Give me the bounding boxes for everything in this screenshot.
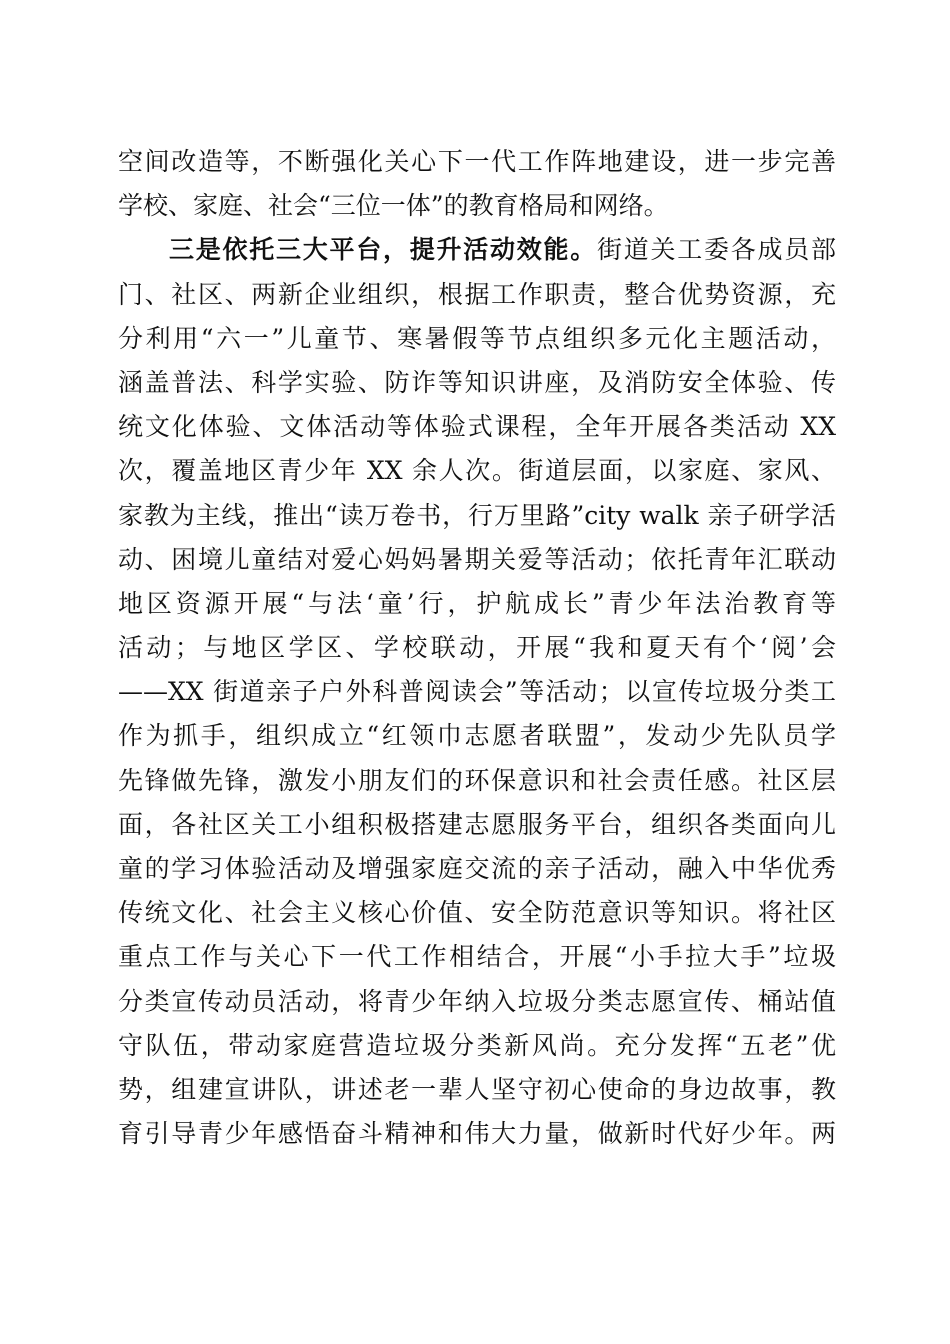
text-line: 活动；与地区学区、学校联动，开展“我和夏天有个‘阅’会 (118, 633, 836, 663)
text-line: 地区资源开展“与法‘童’行，护航成长”青少年法治教育等 (118, 588, 836, 618)
text-line: 分类宣传动员活动，将青少年纳入垃圾分类志愿宣传、桶站值 (118, 986, 836, 1016)
text-line: 面，各社区关工小组积极搭建志愿服务平台，组织各类面向儿 (118, 809, 836, 839)
document-body (118, 140, 836, 1156)
text-line: 涵盖普法、科学实验、防诈等知识讲座，及消防安全体验、传 (118, 367, 836, 397)
text-line: 势，组建宣讲队，讲述老一辈人坚守初心使命的身边故事，教 (118, 1074, 836, 1104)
paragraph-heading: 三是依托三大平台，提升活动效能。 (169, 235, 597, 265)
text-span: 街道关工委各成员部 (596, 235, 836, 265)
paragraph-first-line (118, 228, 836, 272)
text-line: ——XX 街道亲子户外科普阅读会”等活动；以宣传垃圾分类工 (118, 677, 836, 707)
text-line: 育引导青少年感悟奋斗精神和伟大力量，做新时代好少年。两 (118, 1119, 836, 1149)
text-line: 童的学习体验活动及增强家庭交流的亲子活动，融入中华优秀 (118, 854, 836, 883)
text-line: 学校、家庭、社会“三位一体”的教育格局和网络。 (118, 191, 669, 221)
text-line: 次，覆盖地区青少年 XX 余人次。街道层面，以家庭、家风、 (118, 456, 836, 486)
text-line: 传统文化、社会主义核心价值、安全防范意识等知识。将社区 (118, 898, 836, 928)
text-line: 守队伍，带动家庭营造垃圾分类新风尚。充分发挥“五老”优 (118, 1030, 836, 1060)
text-line: 先锋做先锋，激发小朋友们的环保意识和社会责任感。社区层 (118, 765, 836, 795)
text-line: 门、社区、两新企业组织，根据工作职责，整合优势资源，充 (118, 279, 836, 309)
text-line: 动、困境儿童结对爱心妈妈暑期关爱等活动；依托青年汇联动 (118, 544, 836, 574)
text-line: 作为抓手，组织成立“红领巾志愿者联盟”，发动少先队员学 (118, 721, 836, 751)
text-line: 统文化体验、文体活动等体验式课程，全年开展各类活动 XX (118, 412, 836, 442)
text-line: 家教为主线，推出“读万卷书，行万里路”city walk 亲子研学活 (118, 500, 836, 530)
text-line: 重点工作与关心下一代工作相结合，开展“小手拉大手”垃圾 (118, 942, 836, 972)
text-line: 空间改造等，不断强化关心下一代工作阵地建设，进一步完善 (118, 147, 836, 176)
text-line: 分利用“六一”儿童节、寒暑假等节点组织多元化主题活动， (118, 323, 836, 353)
